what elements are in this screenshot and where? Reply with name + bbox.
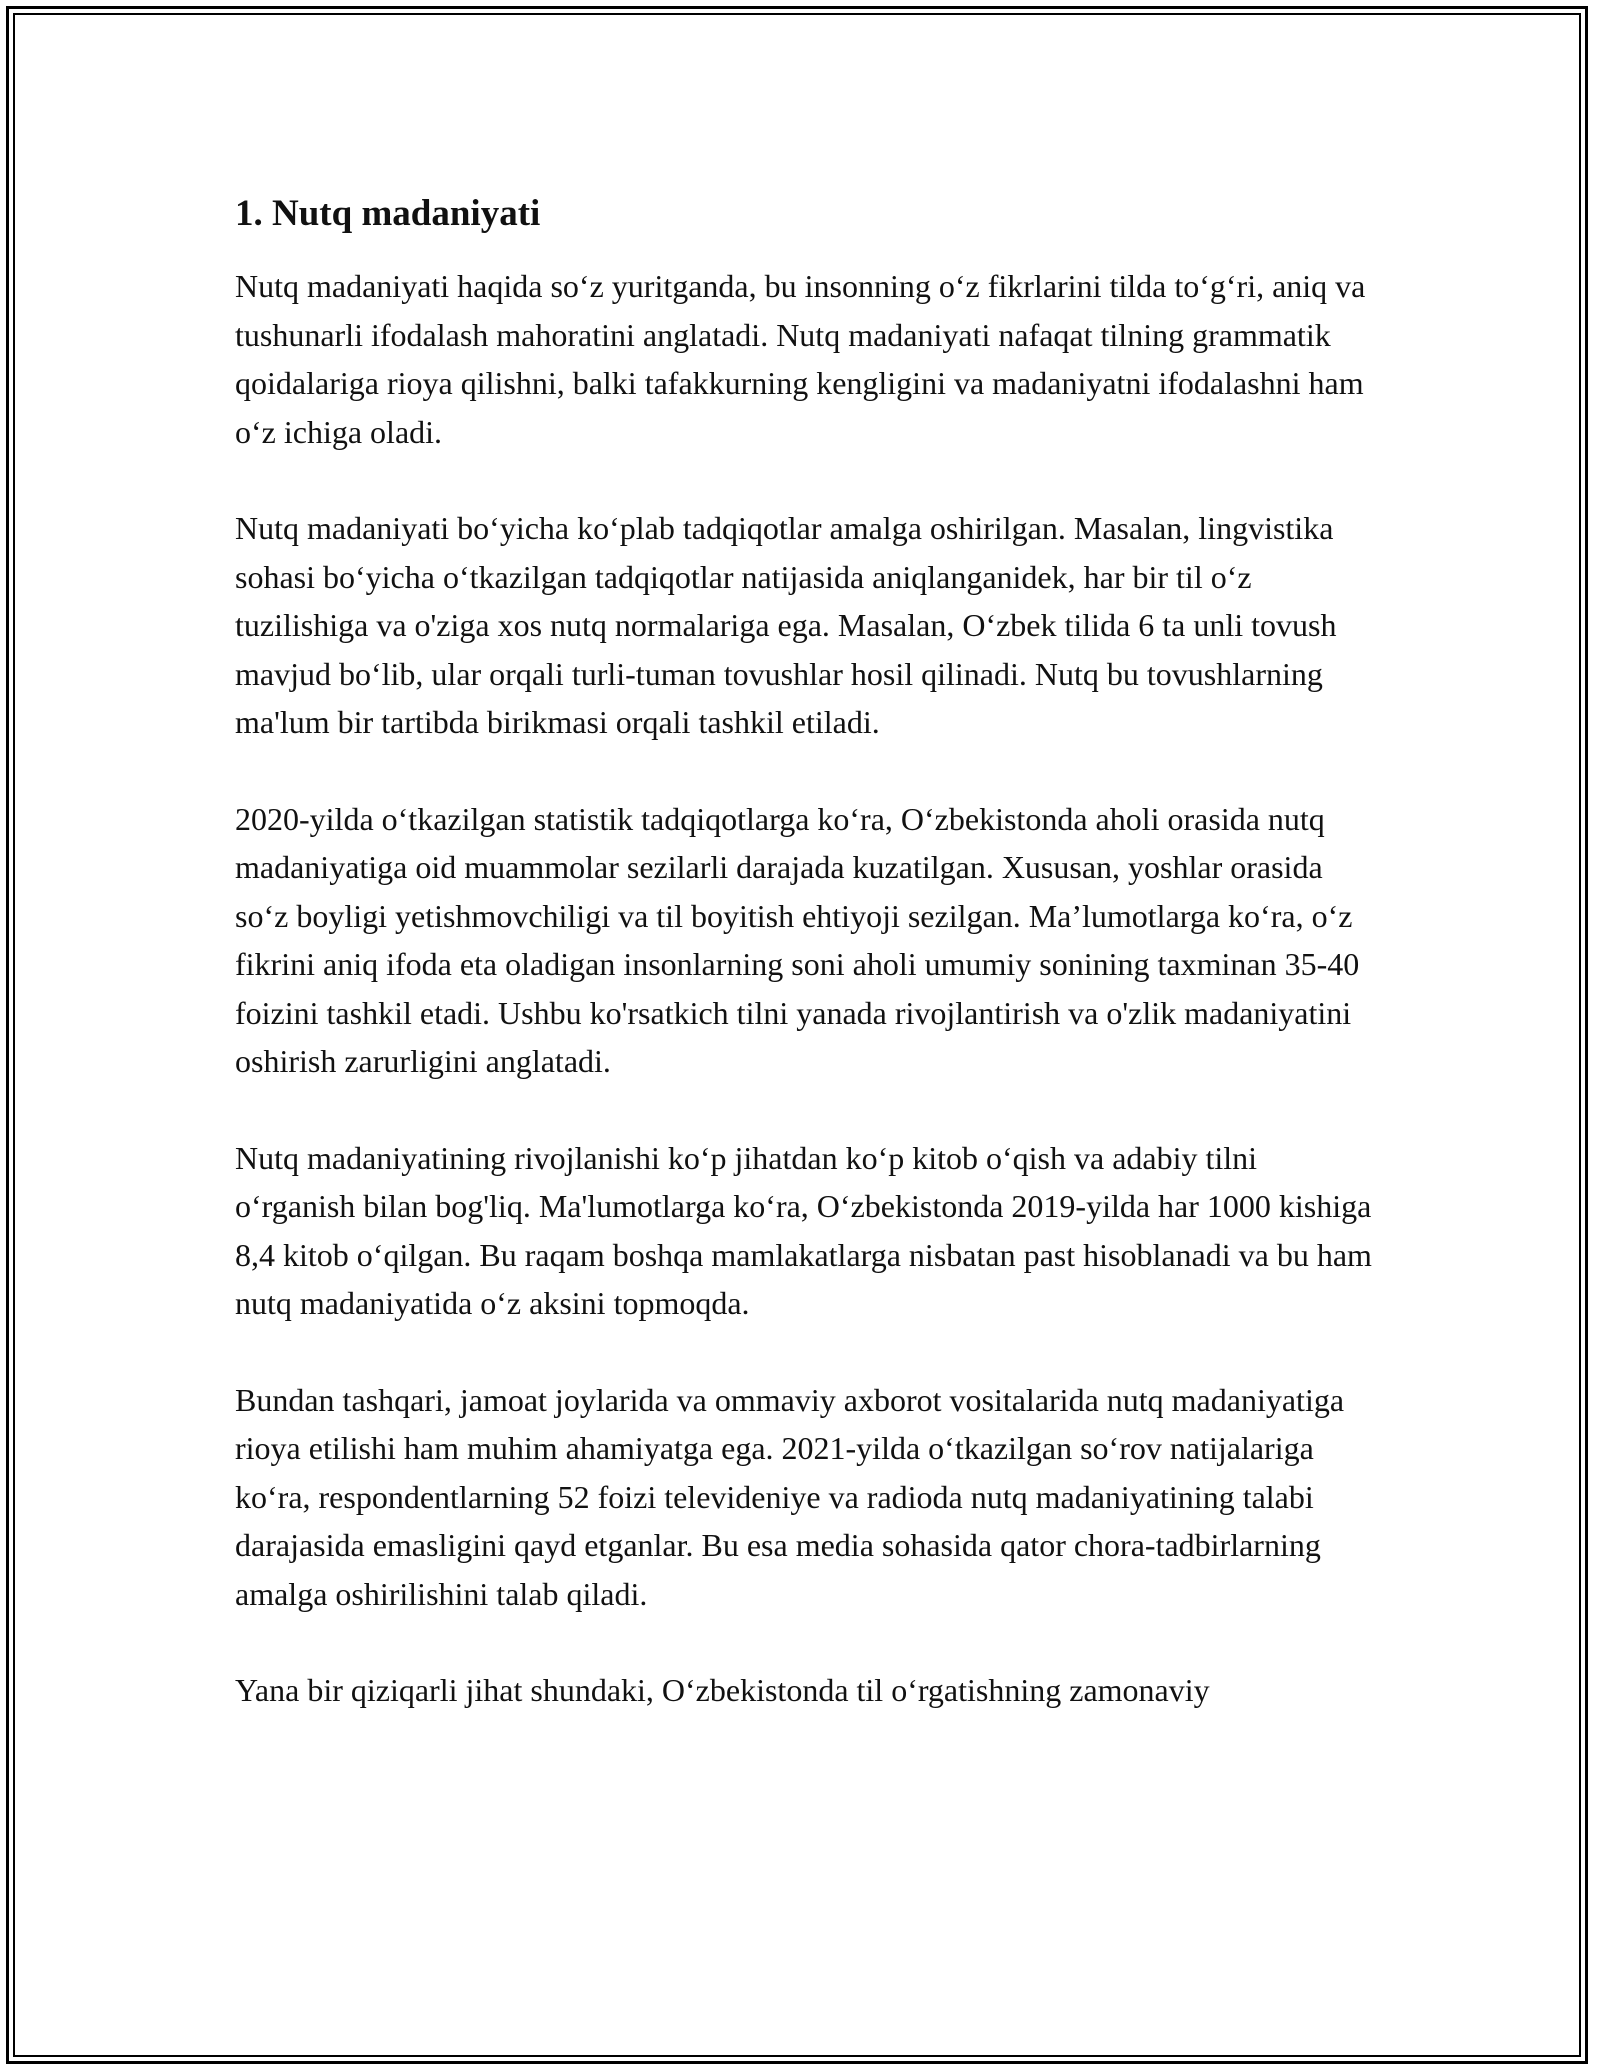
paragraph-3: 2020-yilda o‘tkazilgan statistik tadqiqotlarga ko‘ra, O‘zbekistonda aholi orasida nutq madaniyatiga oid muammolar sezilarli darajada kuzatilgan. Xususan, yoshlar orasida so‘z boyligi yetishmovchiligi va til boyitish ehtiyoji sezilgan. Ma’lumotlarga ko‘ra, o‘z fikrini aniq ifoda eta oladigan insonlarning soni aholi umumiy sonining taxminan 35-40 foizini tashkil etadi. Ushbu ko'rsatkich tilni yanada rivojlantirish va o'zlik madaniyatini oshirish zarurligini anglatadi. xyxy=(235,800,1360,1079)
paragraph-1: Nutq madaniyati haqida so‘z yuritganda, bu insonning o‘z fikrlarini tilda to‘g‘ri, aniq va tushunarli ifodalash mahoratini anglatadi. Nutq madaniyati nafaqat tilning grammatik qoidalariga rioya qilishni, balki tafakkurning kengligini va madaniyatni ifodalashni ham o‘z ichiga oladi. xyxy=(235,268,1366,450)
section-heading: 1. Nutq madaniyati xyxy=(235,193,541,234)
paragraph-4: Nutq madaniyatining rivojlanishi ko‘p jihatdan ko‘p kitob o‘qish va adabiy tilni o‘rganish bilan bog'liq. Ma'lumotlarga ko‘ra, O‘zbekistonda 2019-yilda har 1000 kishiga 8,4 kitob o‘qilgan. Bu raqam boshqa mamlakatlarga nisbatan past hisoblanadi va bu ham nutq madaniyatida o‘z aksini topmoqda. xyxy=(235,1139,1372,1321)
paragraph-6: Yana bir qiziqarli jihat shundaki, O‘zbekistonda til o‘rgatishning zamonaviy xyxy=(235,1672,1210,1708)
document-body xyxy=(235,186,1375,1763)
paragraph-2: Nutq madaniyati bo‘yicha ko‘plab tadqiqotlar amalga oshirilgan. Masalan, lingvistika sohasi bo‘yicha o‘tkazilgan tadqiqotlar natijasida aniqlanganidek, har bir til o‘z tuzilishiga va o'ziga xos nutq normalariga ega. Masalan, O‘zbek tilida 6 ta unli tovush mavjud bo‘lib, ular orqali turli-tuman tovushlar hosil qilinadi. Nutq bu tovushlarning ma'lum bir tartibda birikmasi orqali tashkil etiladi. xyxy=(235,510,1337,740)
paragraph-5: Bundan tashqari, jamoat joylarida va ommaviy axborot vositalarida nutq madaniyatiga rioya etilishi ham muhim ahamiyatga ega. 2021-yilda o‘tkazilgan so‘rov natijalariga ko‘ra, respondentlarning 52 foizi televideniye va radioda nutq madaniyatining talabi darajasida emasligini qayd etganlar. Bu esa media sohasida qator chora-tadbirlarning amalga oshirilishini talab qiladi. xyxy=(235,1381,1345,1612)
